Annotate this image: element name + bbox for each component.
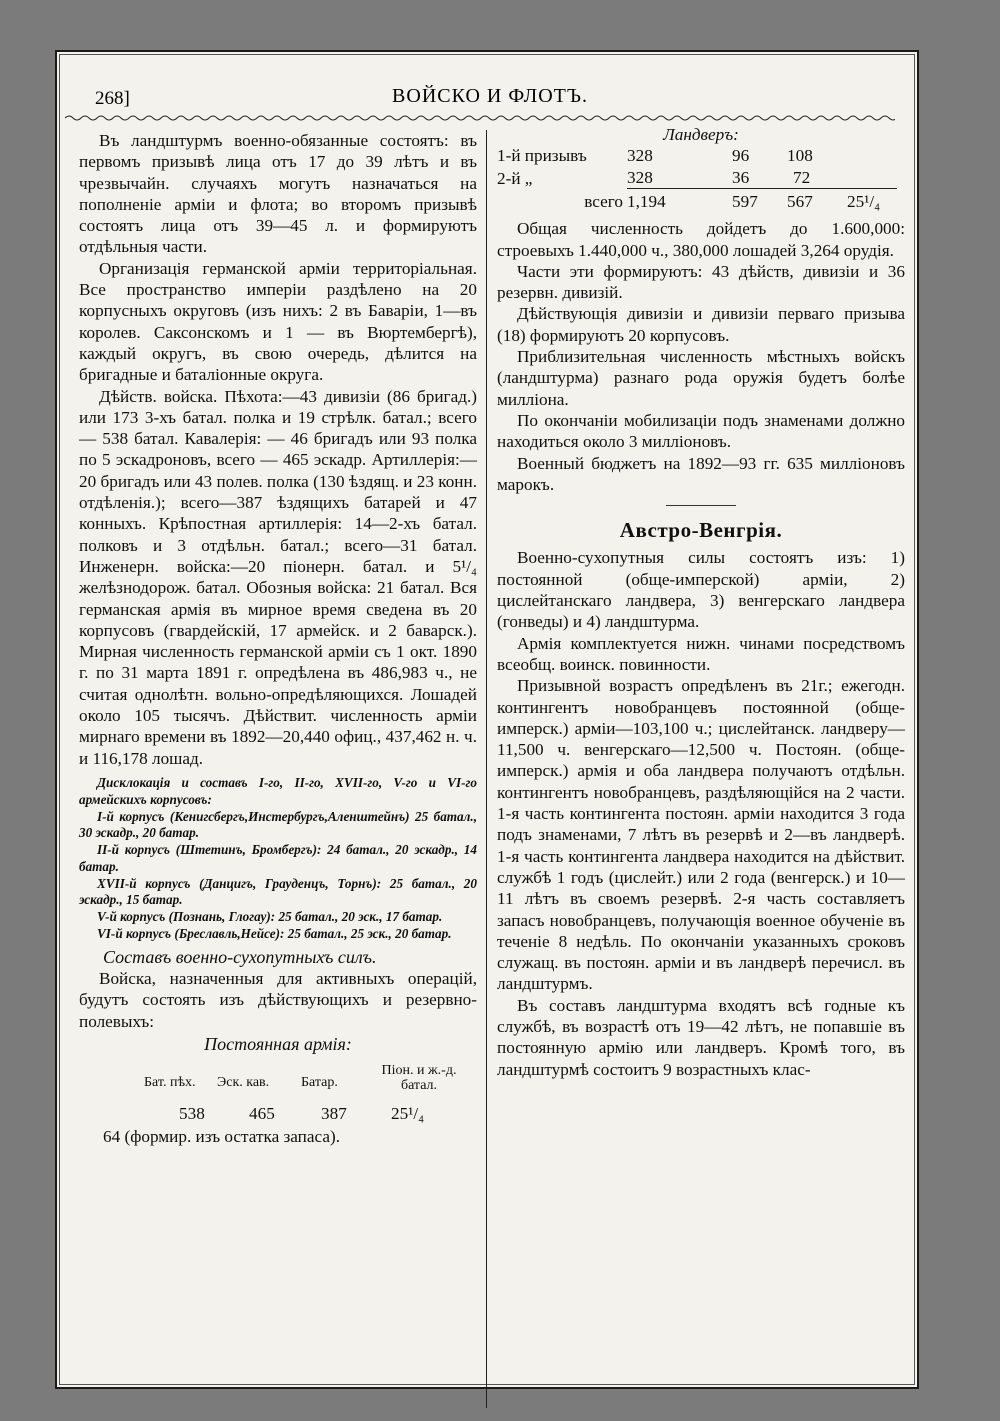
paragraph: Въ ландштурмъ военно-обязанные состоятъ: въ первомъ призывѣ лица отъ 17 до 39 лѣтъ и въ чрезвычайн. случаяхъ могутъ назначаться на пополненіе арміи и флота; во второмъ призывѣ состоятъ лица отъ 39—45 л. и формируютъ отдѣльныя части. — [79, 131, 477, 257]
corps-entry: II-й корпусъ (Штетинъ, Бромбергъ): 24 батал., 20 эскадр., 14 батар. — [79, 842, 477, 874]
row-label: 1-й призывъ — [497, 146, 587, 166]
column-divider — [486, 130, 487, 1408]
table-row — [497, 145, 897, 167]
table-cell: 328 — [627, 146, 653, 166]
army-value: 25¹/₄ — [391, 1104, 425, 1124]
table-cell: 36 — [732, 168, 750, 188]
page-number: 268] — [95, 88, 130, 109]
corps-entry: XVII-й корпусъ (Данцигъ, Грауденцъ, Торнъ): 25 батал., 20 эскадр., 15 батар. — [79, 875, 477, 908]
corps-entry: VI-й корпусъ (Бреславль,Нейсе): 25 батал., 25 эск., 20 батар. — [97, 926, 452, 942]
paragraph: Общая численность дойдетъ до 1.600,000: строевыхъ 1.440,000 ч., 380,000 лошадей 3,264 орудія. — [497, 219, 905, 260]
paragraph: Армія комплектуется нижн. чинами посредствомъ всеобщ. воинск. повинности. — [497, 633, 905, 674]
paragraph: Призывной возрастъ опредѣленъ въ 21г.; ежегодн. контингентъ новобранцевъ постоянной (обще-имперск.) арміи—103,100 ч.; цислейтанск. ландверу—11,500 ч. венгерскаго—12,500 ч. Постоян. (обще-имперск.) армія и оба ландвера получаютъ отдѣльн. контингентъ новобранцевъ, раздѣляющійся на 2 части. 1-я часть контингента постоян. арміи находится 3 года подъ знаменами, 7 лѣтъ въ резервѣ и 2—въ ландверѣ. 1-я часть контингента ландвера находится на дѣйствит. службѣ 1 годъ (цислейт.) или 2 года (венгерск.) и 10—11 лѣтъ въ своемъ резервѣ. 2-я часть составляетъ запасъ новобранцевъ, получающія военное обученіе въ теченіе 8 недѣль. По окончаніи указанныхъ сроковъ служащ. въ постоян. арміи и въ ландверѣ перечисл. въ ландштурмъ. — [497, 676, 905, 994]
table-cell — [847, 145, 897, 167]
corps-list — [79, 775, 477, 943]
army-note: 64 (формир. изъ остатка запаса). — [103, 1126, 340, 1146]
page-sheet — [55, 50, 919, 1389]
table-cell: 567 — [787, 189, 847, 213]
army-value: 465 — [249, 1104, 275, 1124]
table-cell: 1,194 — [627, 189, 707, 213]
landwehr-table — [497, 145, 897, 212]
paragraph: Части эти формируютъ: 43 дѣйств, дивизіи и 36 резервн. дивизій. — [497, 261, 905, 303]
army-value: 538 — [179, 1104, 205, 1124]
sub-heading: Составъ военно-сухопутныхъ силъ. — [103, 946, 377, 967]
army-table-header — [79, 1057, 477, 1101]
row-label: 2-й „ — [497, 168, 533, 188]
table-cell: 25¹/₄ — [847, 189, 897, 213]
army-title: Постоянная армія: — [204, 1034, 352, 1055]
paragraph: Военный бюджетъ на 1892—93 гг. 635 милліоновъ марокъ. — [497, 453, 905, 494]
paragraph: Въ составъ ландштурма входятъ всѣ годные къ службѣ, въ возрастѣ отъ 19—42 лѣтъ, не попавшіе въ постоянную армію или ландверъ. Кромѣ того, въ ландштурмѣ состоитъ 9 возрастныхъ клас- — [497, 995, 905, 1079]
paragraph: Дѣйств. войска. Пѣхота:—43 дивизіи (86 бригад.) или 173 3-хъ батал. полка и 19 стрѣлк. батал.; всего — 538 батал. Кавалерія: — 46 бригадъ или 93 полка по 5 эскадроновъ, всего — 465 эскадр. Артиллерія:—20 бригадъ или 43 полев. полка (130 ѣздящ. и 23 конн. отдѣленія.); всего—387 ѣздящихъ батарей и 47 конныхъ. Крѣпостная артиллерія: 14—2-хъ батал. полковъ и 3 отдѣльн. батал.; всего—31 батал. Инженерн. войска:—20 піонерн. батал. и 5¹/₄ желѣзнодорож. батал. Обозныя войска: 21 батал. Вся германская армія въ мирное время сведена въ 20 корпусовъ (гвардейскій, 17 армейск. и 2 баварск.). Мирная численность германской арміи съ 1 окт. 1890 г. по 31 марта 1891 г. опредѣлена въ 486,983 ч., не считая однолѣтн. вольно-опредѣляющихся. Лошадей около 105 тысячъ. Дѣйствит. численность арміи мирнаго времени въ 1892—20,440 офиц., 437,462 н. ч. и 116,178 лошад. — [79, 386, 477, 768]
army-col-header: Бат. пѣх. — [144, 1075, 196, 1091]
table-cell: 96 — [732, 146, 750, 166]
army-value: 387 — [321, 1104, 347, 1124]
corps-intro: Дисклокація и составъ I-го, II-го, XVII-го, V-го и VI-го армейскихъ корпусовъ: — [79, 774, 477, 807]
table-cell: 597 — [707, 189, 787, 213]
section-separator — [666, 505, 736, 506]
landwehr-title: Ландверъ: — [663, 125, 739, 144]
army-col-header: Піон. и ж.-д. батал. — [381, 1063, 457, 1094]
table-cell: 72 — [793, 168, 811, 188]
header-wavy-rule — [65, 114, 895, 122]
section-heading: Австро-Венгрія. — [619, 518, 783, 543]
table-total-row — [497, 189, 897, 213]
paragraph: Организація германской арміи территоріальная. Все пространство имперіи раздѣлено на 20 корпусныхъ округовъ (изъ нихъ: 2 въ Баваріи, 1—въ королев. Саксонскомъ и 1 — въ Вюртембергѣ), каждый округъ, въ свою очередь, дѣлится на бригадные и баталіонные округа. — [79, 258, 477, 385]
paragraph: Дѣйствующія дивизіи и дивизіи перваго призыва (18) формируютъ 20 корпусовъ. — [497, 304, 905, 345]
left-column — [79, 130, 477, 1147]
paragraph: По окончаніи мобилизаціи подъ знаменами должно находиться около 3 милліоновъ. — [497, 410, 905, 452]
running-title: ВОЙСКО И ФЛОТЪ. — [392, 85, 588, 107]
table-row — [497, 167, 897, 189]
row-label: всего — [584, 192, 623, 212]
paragraph: Приблизительная численность мѣстныхъ войскъ (ландштурма) разнаго рода оружія будетъ болѣе милліона. — [497, 347, 905, 409]
army-col-header: Батар. — [301, 1075, 338, 1091]
table-cell — [847, 167, 897, 189]
corps-entry: I-й корпусъ (Кенигсбергъ,Инстербургъ,Аленштейнъ) 25 батал., 30 эскадр., 20 батар. — [79, 808, 477, 841]
table-cell: 328 — [627, 168, 653, 188]
paragraph: Военно-сухопутныя силы состоятъ изъ: 1) постоянной (обще-имперской) арміи, 2) цислейтанскаго ландвера, 3) венгерскаго ландвера (гонведы) и 4) ландштурма. — [497, 548, 905, 632]
right-column — [497, 125, 905, 1080]
paragraph: Войска, назначенныя для активныхъ операцій, будутъ состоять изъ дѣйствующихъ и резервно-полевыхъ: — [79, 969, 477, 1031]
army-values-row — [179, 1103, 477, 1124]
army-col-header: Эск. кав. — [217, 1075, 270, 1091]
corps-entry: V-й корпусъ (Познань, Глогау): 25 батал., 20 эск., 17 батар. — [97, 909, 443, 925]
table-cell: 108 — [787, 146, 813, 166]
